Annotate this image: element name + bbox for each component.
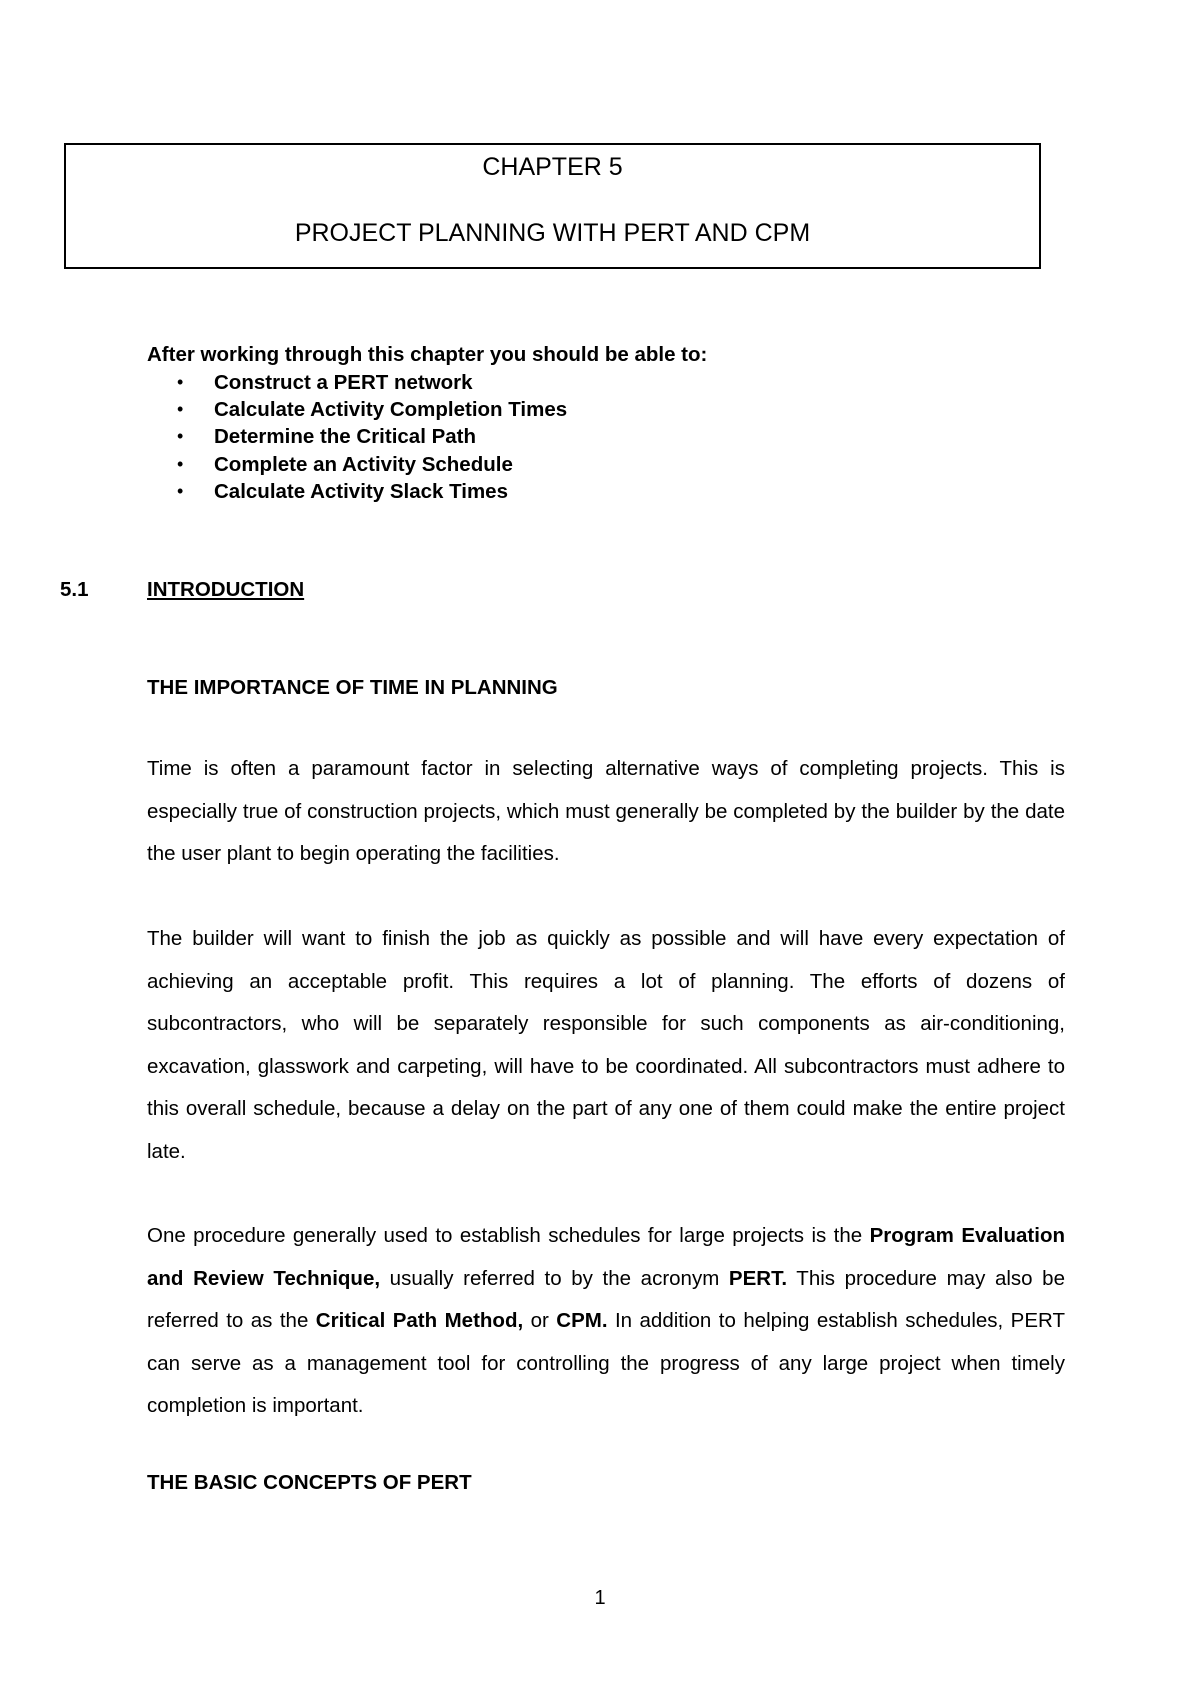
- chapter-title-box: [64, 143, 1041, 269]
- paragraph-text: or: [523, 1309, 557, 1332]
- paragraph-text: usually referred to by the acronym: [380, 1266, 729, 1290]
- objective-item: [142, 396, 707, 423]
- term-cpm: CPM.: [556, 1309, 608, 1332]
- term-pert-full: Program Evaluation and Review Technique,: [147, 1224, 1065, 1290]
- subheading-basic-concepts: THE BASIC CONCEPTS OF PERT: [147, 1471, 472, 1494]
- objective-text: Complete an Activity Schedule: [214, 452, 513, 476]
- objective-text: Construct a PERT network: [214, 371, 473, 394]
- objectives-list: [147, 369, 707, 505]
- bullet-icon: •: [177, 372, 184, 392]
- section-heading: [60, 576, 304, 604]
- paragraph-text: In addition to helping establish schedules, PERT can serve as a management tool for controlling the progress of any large project when timely completion is important.: [147, 1309, 1065, 1417]
- learning-objectives: [147, 341, 707, 505]
- objective-item: [142, 369, 707, 396]
- bullet-icon: •: [177, 399, 184, 420]
- bullet-icon: •: [177, 453, 184, 474]
- paragraph-builder-planning: The builder will want to finish the job as quickly as possible and will have every expectation of achieving an acceptable profit. This requires a lot of planning. The efforts of dozens of subcontractors, who will be separately responsible for such components as air-conditioning, excavation, glasswork and carpeting, will have to be coordinated. All subcontractors must adhere to this overall schedule, because a delay on the part of any one of them could make the entire project late.: [147, 927, 1065, 1163]
- section-number: 5.1: [60, 578, 89, 601]
- objective-text: Calculate Activity Slack Times: [214, 479, 508, 503]
- page-number: 1: [594, 1587, 606, 1609]
- paragraph-time-factor: Time is often a paramount factor in selecting alternative ways of completing projects. This is especially true of construction projects, which must generally be completed by the builder by the date the user plant to begin operating the facilities.: [147, 757, 1065, 865]
- term-pert: PERT.: [728, 1266, 788, 1290]
- objective-item: [142, 451, 707, 478]
- paragraph-text: One procedure generally used to establish schedules for large projects is the: [147, 1224, 870, 1247]
- objective-item: [142, 423, 707, 450]
- bullet-icon: •: [177, 426, 184, 447]
- objective-text: Determine the Critical Path: [214, 425, 477, 449]
- chapter-label: CHAPTER 5: [482, 153, 623, 181]
- paragraph-text: This procedure may also be referred to as the: [147, 1266, 1065, 1332]
- term-cpm-full: Critical Path Method,: [315, 1309, 524, 1332]
- chapter-title: PROJECT PLANNING WITH PERT AND CPM: [294, 219, 811, 247]
- objective-text: Calculate Activity Completion Times: [214, 398, 568, 422]
- subheading-time-importance: THE IMPORTANCE OF TIME IN PLANNING: [147, 676, 558, 699]
- objectives-intro: After working through this chapter you should be able to:: [147, 343, 708, 366]
- section-title: INTRODUCTION: [147, 578, 305, 601]
- paragraph-pert-cpm: [147, 1215, 1065, 1428]
- objective-item: [142, 478, 707, 505]
- bullet-icon: •: [177, 480, 184, 501]
